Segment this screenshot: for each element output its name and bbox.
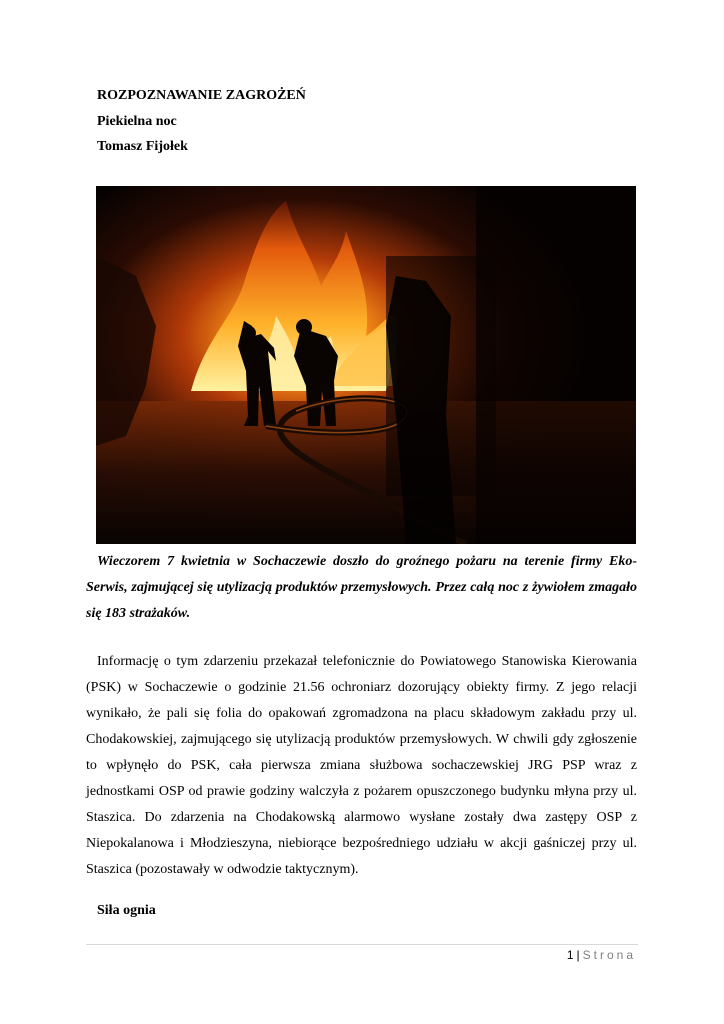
author-name: Tomasz Fijołek — [97, 139, 188, 154]
footer-divider — [86, 944, 638, 945]
page-label: Strona — [582, 948, 636, 962]
photo-caption: Wieczorem 7 kwietnia w Sochaczewie doszło do groźnego pożaru na terenie firmy Eko-Serwis, zajmującej się utylizacją produktów przemysłowych. Przez całą noc z żywiołem zmagało się 183 strażaków. — [86, 554, 637, 621]
section-heading: Siła ognia — [97, 903, 156, 918]
page-number: 1 — [566, 948, 574, 962]
page-footer — [567, 948, 636, 962]
article-paragraph: Informację o tym zdarzeniu przekazał telefonicznie do Powiatowego Stanowiska Kierowania (PSK) w Sochaczewie o godzinie 21.56 ochroniarz dozorujący obiekty firmy. Z jego relacji wynikało, że pali się folia do opakowań zgromadzona na placu składowym zakładu przy ul. Chodakowskiej, zajmującego się utylizacją produktów przemysłowych. W chwili gdy zgłoszenie to wpłynęło do PSK, cała pierwsza zmiana służbowa sochaczewskiej JRG PSP wraz z jednostkami OSP od prawie godziny walczyła z pożarem opuszczonego budynku młyna przy ul. Staszica. Do zdarzenia na Chodakowską alarmowo wysłane zostały dwa zastępy OSP z Niepokalanowa i Młodzieszyna, niebiorące bezpośredniego udziału w akcji gaśniczej przy ul. Staszica (pozostawały w odwodzie taktycznym). — [86, 654, 637, 877]
section-label: ROZPOZNAWANIE ZAGROŻEŃ — [97, 88, 306, 103]
fire-photo — [96, 186, 636, 544]
article-title: Piekielna noc — [97, 114, 177, 129]
footer-separator: | — [576, 948, 580, 962]
